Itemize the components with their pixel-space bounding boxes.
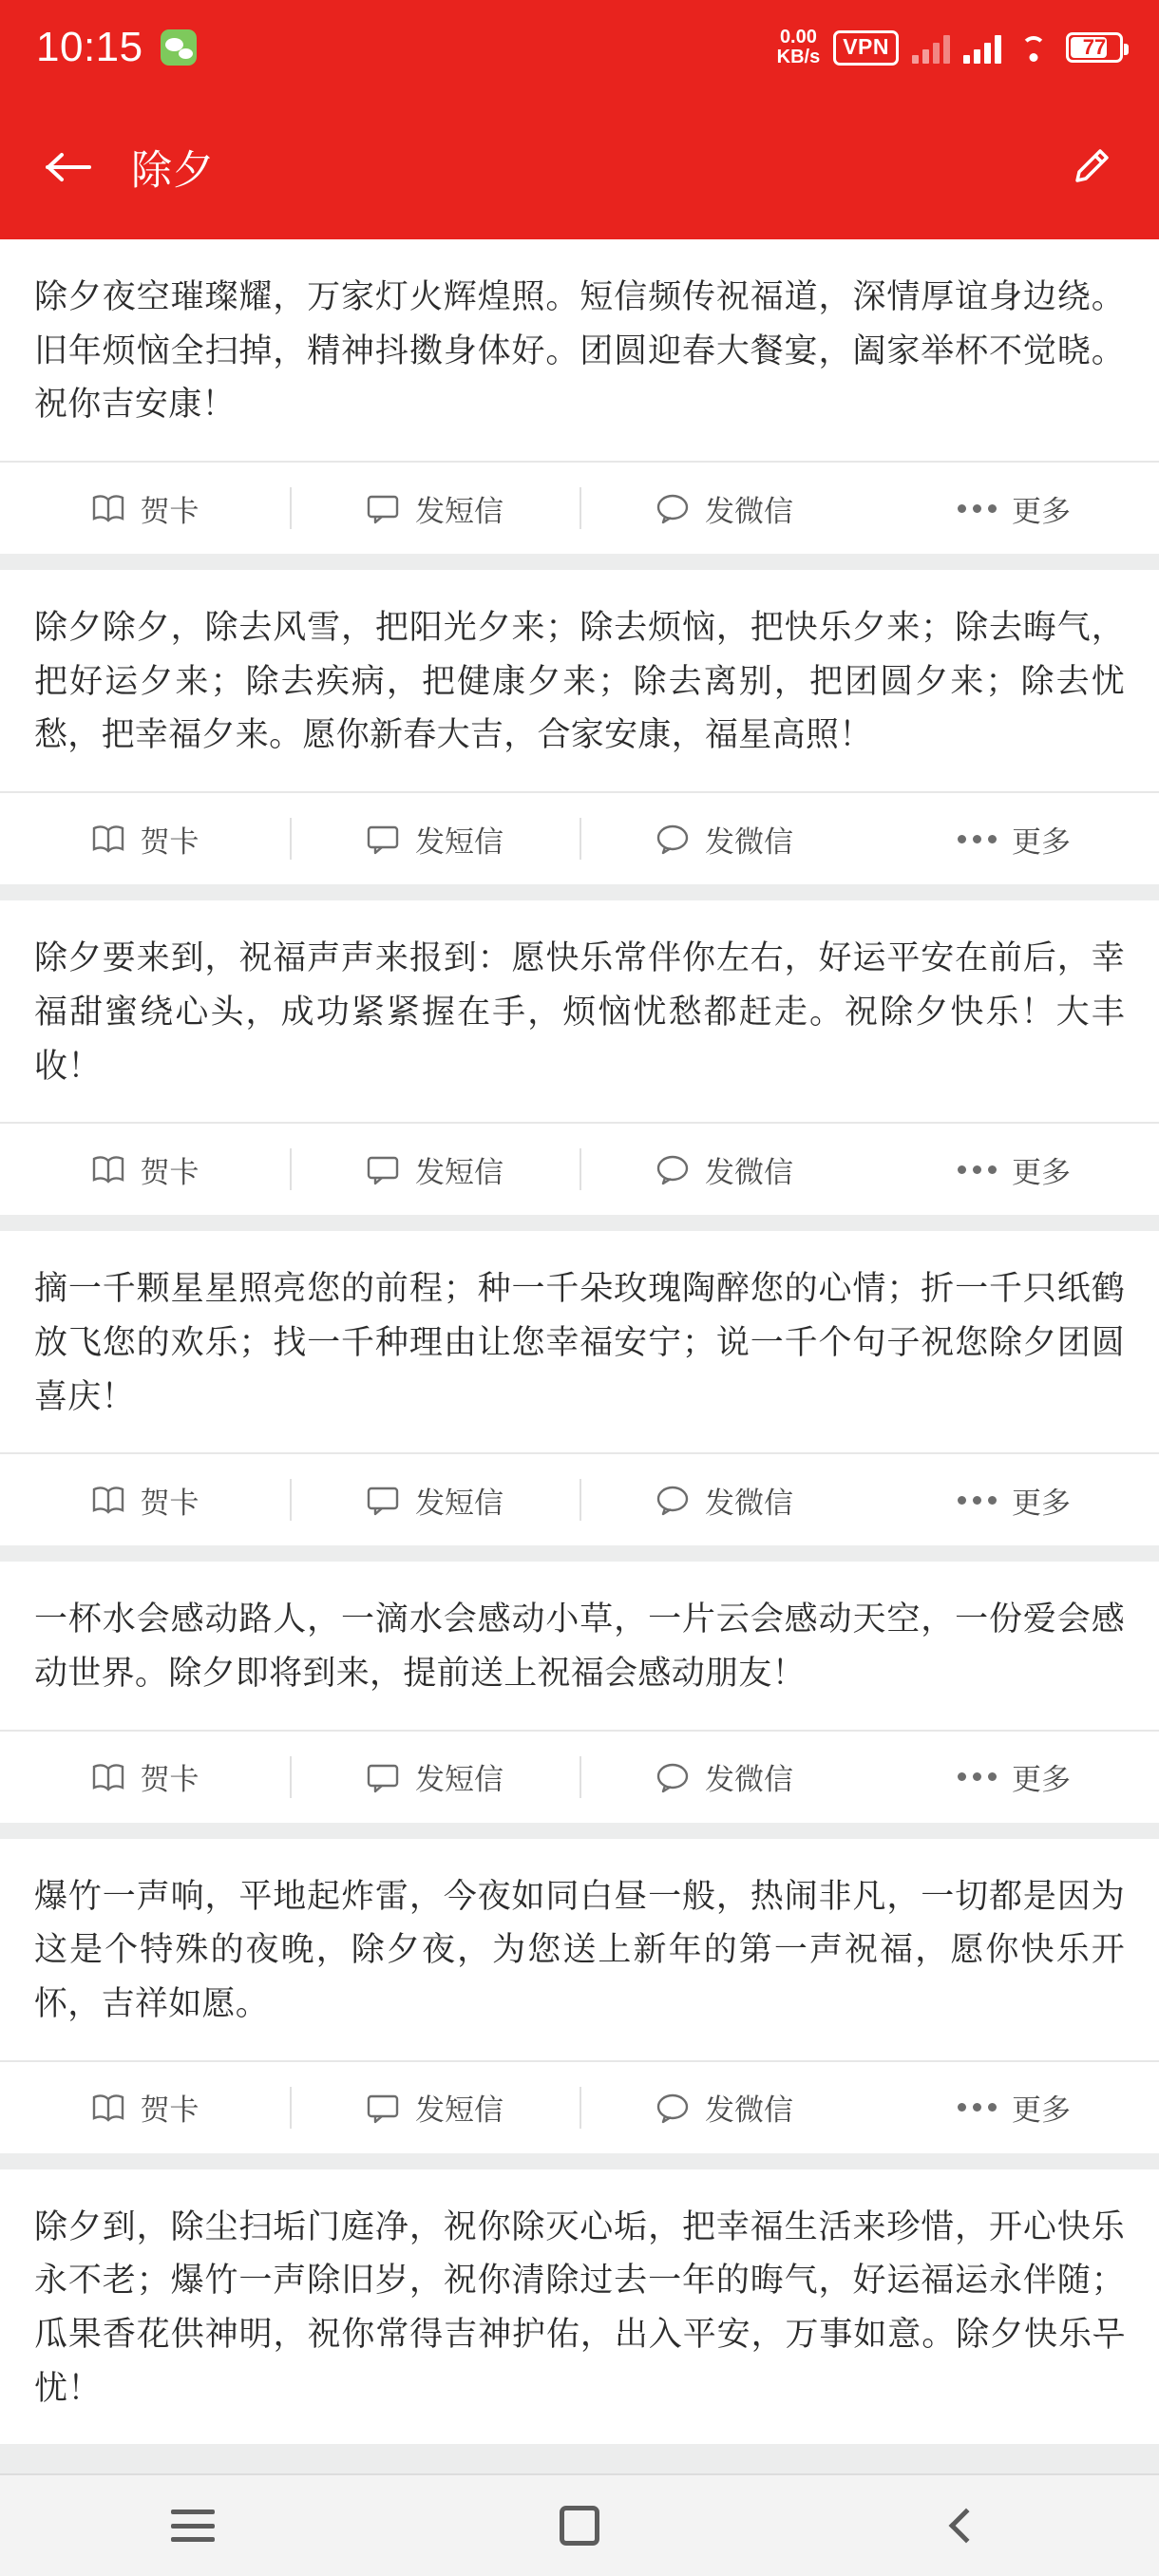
status-clock: 10:15	[36, 24, 143, 70]
message-text: 除夕除夕，除去风雪，把阳光夕来；除去烦恼，把快乐夕来；除去晦气，把好运夕来；除去疾病，把健康夕来；除去离别，把团圆夕来；除去忧愁，把幸福夕来。愿你新春大吉，合家安康，福星高照！	[34, 609, 1125, 754]
greeting-card-icon	[91, 2092, 125, 2124]
ellipsis-icon	[958, 504, 997, 513]
message-list[interactable]	[0, 239, 1159, 2473]
network-speed	[777, 28, 821, 67]
ellipsis-icon	[958, 2103, 997, 2112]
message-square-icon	[366, 492, 400, 524]
action-send-sms[interactable]	[290, 1124, 580, 1215]
recent-apps-icon[interactable]	[122, 2474, 264, 2576]
message-square-icon	[366, 823, 400, 855]
message-square-icon	[366, 2092, 400, 2124]
action-row	[0, 461, 1159, 554]
message-text: 摘一千颗星星照亮您的前程；种一千朵玫瑰陶醉您的心情；折一千只纸鹤放飞您的欢乐；找一千种理由让您幸福安宁；说一千个句子祝您除夕团圆喜庆！	[34, 1270, 1125, 1415]
arrow-left-icon[interactable]	[32, 131, 104, 203]
action-send-wechat[interactable]	[580, 463, 869, 554]
action-label: 发短信	[415, 494, 504, 528]
battery-indicator	[1066, 32, 1123, 63]
action-label: 贺卡	[140, 1155, 200, 1189]
action-label: 更多	[1012, 1486, 1071, 1520]
action-label: 发短信	[415, 1763, 504, 1797]
list-item[interactable]	[0, 570, 1159, 884]
action-greeting-card[interactable]	[0, 1124, 290, 1215]
greeting-card-icon	[91, 1761, 125, 1793]
action-more[interactable]	[869, 1454, 1159, 1545]
action-label: 更多	[1012, 824, 1071, 859]
action-label: 发短信	[415, 1486, 504, 1520]
action-send-wechat[interactable]	[580, 2062, 869, 2153]
action-more[interactable]	[869, 793, 1159, 884]
page-title: 除夕	[131, 147, 215, 194]
action-send-sms[interactable]	[290, 463, 580, 554]
action-send-sms[interactable]	[290, 1732, 580, 1823]
action-row	[0, 791, 1159, 884]
action-label: 发短信	[415, 2093, 504, 2128]
action-greeting-card[interactable]	[0, 793, 290, 884]
action-label: 贺卡	[140, 1486, 200, 1520]
action-label: 贺卡	[140, 824, 200, 859]
message-text: 爆竹一声响，平地起炸雷，今夜如同白昼一般，热闹非凡，一切都是因为这是个特殊的夜晚，除夕夜，为您送上新年的第一声祝福，愿你快乐开怀，吉祥如愿。	[34, 1877, 1125, 2022]
home-square-icon[interactable]	[508, 2474, 651, 2576]
list-item[interactable]	[0, 2169, 1159, 2445]
list-item[interactable]	[0, 900, 1159, 1215]
list-item[interactable]	[0, 1839, 1159, 2153]
action-send-wechat[interactable]	[580, 793, 869, 884]
status-bar-right	[777, 28, 1123, 67]
chat-bubble-icon	[656, 823, 690, 855]
chat-bubble-icon	[656, 1153, 690, 1185]
wechat-icon	[161, 29, 197, 66]
action-label: 发微信	[705, 1486, 793, 1520]
action-greeting-card[interactable]	[0, 463, 290, 554]
action-row	[0, 1730, 1159, 1823]
vpn-indicator: VPN	[833, 30, 899, 66]
action-label: 更多	[1012, 494, 1071, 528]
list-item[interactable]	[0, 239, 1159, 554]
action-send-sms[interactable]	[290, 1454, 580, 1545]
action-label: 贺卡	[140, 2093, 200, 2128]
greeting-card-icon	[91, 492, 125, 524]
action-row	[0, 2060, 1159, 2153]
list-item[interactable]	[0, 1562, 1159, 1822]
message-square-icon	[366, 1761, 400, 1793]
chat-bubble-icon	[656, 1761, 690, 1793]
ellipsis-icon	[958, 1772, 997, 1781]
message-text: 一杯水会感动路人，一滴水会感动小草，一片云会感动天空，一份爱会感动世界。除夕即将到来，提前送上祝福会感动朋友！	[34, 1601, 1125, 1692]
action-label: 更多	[1012, 2093, 1071, 2128]
action-label: 发短信	[415, 1155, 504, 1189]
status-bar	[0, 0, 1159, 95]
message-square-icon	[366, 1153, 400, 1185]
message-text: 除夕夜空璀璨耀，万家灯火辉煌照。短信频传祝福道，深情厚谊身边绕。旧年烦恼全扫掉，精神抖擞身体好。团圆迎春大餐宴，阖家举杯不觉晓。祝你吉安康！	[34, 278, 1125, 424]
action-more[interactable]	[869, 463, 1159, 554]
signal-bars-weak-icon	[912, 31, 950, 64]
action-send-wechat[interactable]	[580, 1454, 869, 1545]
action-row	[0, 1122, 1159, 1215]
action-send-wechat[interactable]	[580, 1732, 869, 1823]
action-more[interactable]	[869, 2062, 1159, 2153]
action-label: 发微信	[705, 824, 793, 859]
greeting-card-icon	[91, 1153, 125, 1185]
action-greeting-card[interactable]	[0, 1454, 290, 1545]
wifi-icon	[1015, 32, 1053, 63]
action-label: 贺卡	[140, 494, 200, 528]
action-label: 发微信	[705, 494, 793, 528]
chat-bubble-icon	[656, 2092, 690, 2124]
action-label: 发微信	[705, 1155, 793, 1189]
ellipsis-icon	[958, 835, 997, 843]
action-row	[0, 1452, 1159, 1545]
battery-percent: 77	[1082, 35, 1107, 59]
chat-bubble-icon	[656, 1484, 690, 1516]
action-send-sms[interactable]	[290, 2062, 580, 2153]
network-speed-value: 0.00	[779, 27, 817, 47]
greeting-card-icon	[91, 823, 125, 855]
greeting-card-icon	[91, 1484, 125, 1516]
action-label: 发短信	[415, 824, 504, 859]
message-text: 除夕要来到，祝福声声来报到：愿快乐常伴你左右，好运平安在前后，幸福甜蜜绕心头，成功紧紧握在手，烦恼忧愁都赶走。祝除夕快乐！大丰收！	[34, 939, 1125, 1085]
app-bar	[0, 95, 1159, 239]
system-nav-bar	[0, 2473, 1159, 2576]
action-more[interactable]	[869, 1732, 1159, 1823]
action-label: 发微信	[705, 2093, 793, 2128]
action-label: 发微信	[705, 1763, 793, 1797]
chat-bubble-icon	[656, 492, 690, 524]
nav-back-icon[interactable]	[895, 2474, 1037, 2576]
signal-bars-full-icon	[963, 31, 1001, 64]
action-label: 贺卡	[140, 1763, 200, 1797]
action-send-wechat[interactable]	[580, 1124, 869, 1215]
ellipsis-icon	[958, 1165, 997, 1174]
action-label: 更多	[1012, 1763, 1071, 1797]
action-label: 更多	[1012, 1155, 1071, 1189]
list-item[interactable]	[0, 1231, 1159, 1545]
network-speed-unit: KB/s	[776, 47, 821, 67]
action-greeting-card[interactable]	[0, 1732, 290, 1823]
action-greeting-card[interactable]	[0, 2062, 290, 2153]
message-square-icon	[366, 1484, 400, 1516]
ellipsis-icon	[958, 1496, 997, 1505]
pencil-edit-icon[interactable]	[1054, 131, 1127, 203]
status-bar-left	[36, 24, 197, 71]
message-text: 除夕到，除尘扫垢门庭净，祝你除灭心垢，把幸福生活来珍惜，开心快乐永不老；爆竹一声除旧岁，祝你清除过去一年的晦气，好运福运永伴随；瓜果香花供神明，祝你常得吉神护佑，出入平安，万事如意。除夕快乐무忧！	[34, 2207, 1125, 2407]
action-send-sms[interactable]	[290, 793, 580, 884]
action-more[interactable]	[869, 1124, 1159, 1215]
